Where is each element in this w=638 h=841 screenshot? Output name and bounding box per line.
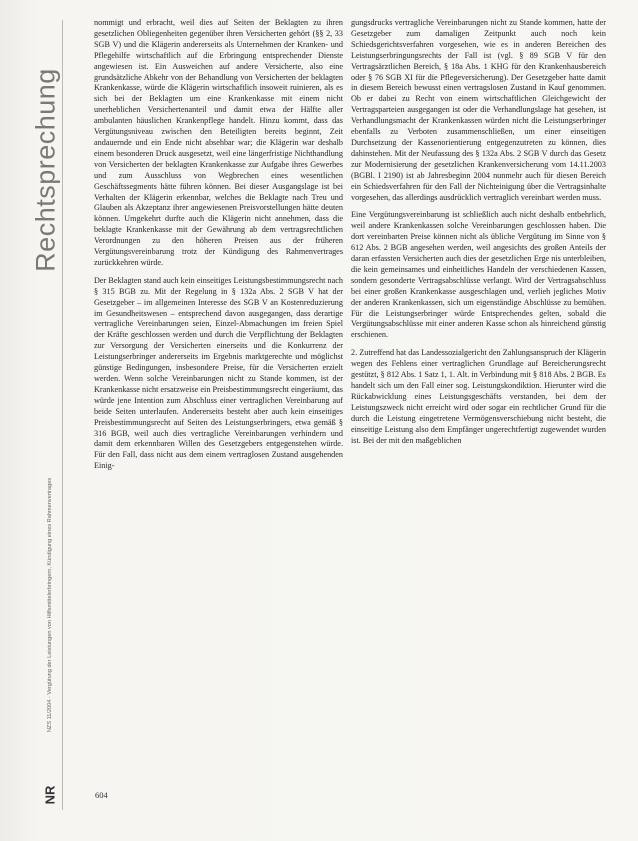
left-column xyxy=(94,18,343,479)
section-rubric: Rechtsprechung xyxy=(30,68,61,272)
paragraph: Eine Vergütungsvereinbarung ist schließlich auch nicht deshalb entbehrlich, weil andere Krankenkassen solche Vereinbarungen geschlossen haben. Die dort vereinbarten Preise können nicht als übliche Vergütung im Sinne von § 612 Abs. 2 BGB angesehen werden, weil angesichts des großen Anteils der daran erfassten Versicherten auch dies der gesetzlichen Erge nis unterbleiben, die kein gemeinsames und einheitliches Handeln der verschiedenen Kassen, sondern gesonderte Vertragsabschlüsse verlangt. Wird der Vertragsabschluss bei einer großen Krankenkasse ausgeschlagen und, verlieh jegliches Motiv der anderen Krankenkassen, sich um eigenständige Abschlüsse zu bemühen. Für die Leistungserbringer würde Entsprechendes gelten, sobald die Vergütungsabschlüsse mit einer anderen Kasse schon als hinreichend günstig erschienen. xyxy=(351,210,606,340)
journal-mark: NR xyxy=(42,785,58,805)
paragraph: Der Beklagten stand auch kein einseitiges Leistungsbestimmungsrecht nach § 315 BGB zu. Mit der Regelung in § 132a Abs. 2 SGB V hat der Gesetzgeber – im allgemeinen Interesse des SGB V an Kostenreduzierung im Gesundheitswesen – entsprechend davon ausgegangen, dass derartige vertragliche Vereinbarungen seien, Einzel-Abmachungen im freien Spiel der Kräfte geschlossen werden und durch die Verpflichtung der Beklagten zur Versorgung der Versicherten einerseits und die Konkurrenz der Leistungserbringer andererseits im Ergebnis marktgerechte und möglichst günstige Bedingungen, insbesondere Preise, für die Versicherten erzielt werden. Wenn solche Vereinbarungen nicht zu Stande kommen, ist der Krankenkasse nicht ersatzweise ein Preisbestimmungsrecht eingeräumt, das würde jene Intention zum Abschluss einer vertraglichen Vereinbarung auf beide Seiten unterlaufen. Andererseits besteht aber auch kein einseitiges Preisbestimmungsrecht auf Seiten des Leistungserbringers, etwa gemäß § 316 BGB, weil auch dies vertragliche Vereinbarungen verhindern und damit dem erkennbaren Willen des Gesetzgebers entgegenstehen würde. Für den Fall, dass nicht aus dem einem vertraglosen Zustand ausgehenden Einig- xyxy=(94,275,343,471)
paragraph: gungsdrucks vertragliche Vereinbarungen nicht zu Stande kommen, hatte der Gesetzgeber zum damaligen Zeitpunkt auch noch kein Schiedsgerichtsverfahren vorgesehen, wie es in anderen Bereichen des Leistungserbringungsrechts der Fall ist (vgl. § 89 SGB V für den Vertragsärztlichen Bereich, § 18a Abs. 1 KHG für den Krankenhausbereich oder § 76 SGB XI für die Pflegeversicherung). Der Gesetzgeber hatte damit in diesem Bereich bewusst einen vertragslosen Zustand in Kauf genommen. Ob er dabei zu Recht von einem wirtschaftlichen Gleichgewicht der Vertragsparteien ausgegangen ist oder die Verhandlungslage hat gesehen, ist Verhandlungsmacht der Krankenkassen würden nicht die Leistungserbringer ebenfalls zu Verboten zusammenschließen, um einer einseitigen Durchsetzung der Kassenorientierung entgegenzutreten zu können, dies dahinstehen. Mit der Neufassung des § 132a Abs. 2 SGB V durch das Gesetz zur Modernisierung der gesetzlichen Krankenversicherung vom 14.11.2003 (BGBl. I 2190) ist ab Jahresbeginn 2004 nunmehr auch für diesen Bereich ein Schiedsverfahren für den Fall der Nichteinigung über die Vertragsinhalte vorgesehen, das allerdings ausdrücklich vertraglich vereinbart werden muss. xyxy=(351,18,606,202)
paragraph: nommigt und erbracht, weil dies auf Seiten der Beklagten zu ihren gesetzlichen Obliegenheiten gegenüber ihren Versicherten gehört (§§ 2, 33 SGB V) und die Klägerin andererseits als Unternehmen der Kranken- und Pflegehilfe wirtschaftlich auf die Erbringung entsprechender Dienste angewiesen ist. Ein Ausweichen auf andere Versicherte, also eine grundsätzliche Abkehr von der Behandlung von Versicherten der beklagten Krankenkasse, würde die Klägerin wirtschaftlich insoweit ruinieren, als es sich bei der Beklagten um eine Krankenkasse mit einem nicht unerheblichen Versichertenanteil und damit etwa der Hälfte aller ambulanten häuslichen Krankenpflege handelt. Hinzu kommt, dass das Vergütungsniveau zwischen den Beteiligten bereits beginnt, Zeit andauernde und ein Ende nicht absehbar war; die Klägerin war deshalb einem besonderen Druck ausgesetzt, weil eine längerfristige Nichthandlung von Versicherten der beklagten Krankenkasse zur Aufgabe ihres Gewerbes und zum Ausschluss von Wegbrechen eines wesentlichen Geschäftssegments hätte führen können. Bei dieser Ausgangslage ist bei Verhalten der Klägerin erkennbar, welches die Beklagte nach Treu und Glauben als Akzeptanz ihrer angewiesenen Preisvorstellungen hätte deuten können. Umgekehrt durfte auch die Klägerin nicht annehmen, dass die beklagte Krankenkasse mit der Gewährung ab dem vertragsrechtlichen Verordnungen zu den höheren Preisen aus der früheren Vergütungsvereinbarung trotz der Kündigung des Rahmenvertrages zurückkehren würde. xyxy=(94,18,343,267)
paragraph: 2. Zutreffend hat das Landessozialgericht den Zahlungsanspruch der Klägerin wegen des Fehlens einer vertraglichen Grundlage auf Bereicherungsrecht gestützt, § 812 Abs. 1 Satz 1, 1. Alt. in Verbindung mit § 818 Abs. 2 BGB. Es handelt sich um den Fall einer sog. Leistungskondiktion. Hierunter wird die Rückabwicklung eines Leistungsgeschäfts verstanden, bei dem der Leistungszweck nicht erreicht wird oder sogar ein rechtlicher Grund für die durch die Leistung eingetretene Vermögensverschiebung nicht besteht, die einseitige Leistung also dem Empfänger ungerechtfertigt zugewendet wurden ist. Bei der mit den maßgeblichen xyxy=(351,348,606,445)
citation-line: NZS 11/2004 · Vergütung der Leistungen von Hilfsmittelerbringern, Kündigung eines Rahmenvertrages xyxy=(47,477,53,733)
right-column xyxy=(351,18,606,453)
page-number: 604 xyxy=(95,790,108,800)
